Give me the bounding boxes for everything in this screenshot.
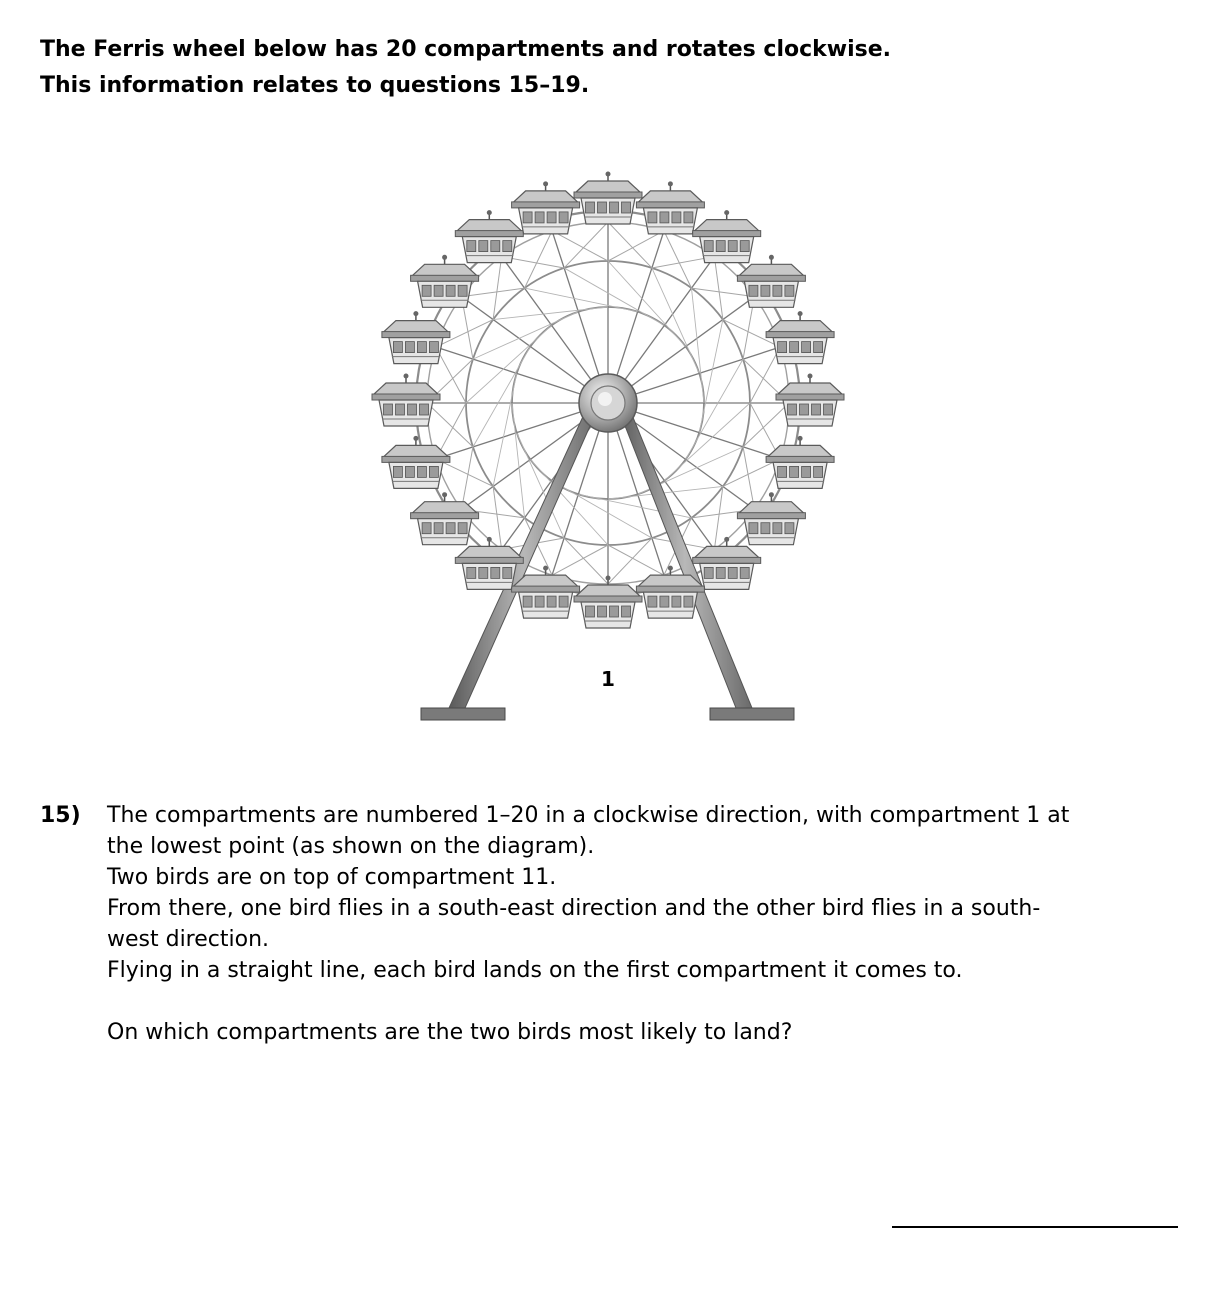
cabin-roof <box>373 383 439 395</box>
compartment <box>636 181 704 234</box>
cabin-pivot <box>798 311 803 316</box>
cabin-pivot <box>769 492 774 497</box>
compartment <box>382 311 450 364</box>
cabin-window <box>479 241 488 252</box>
cabin-window <box>405 342 414 353</box>
cabin-eave <box>766 456 834 462</box>
chord <box>466 325 552 403</box>
cabin-eave <box>382 456 450 462</box>
cabin-window <box>429 342 438 353</box>
cabin-window <box>684 212 693 223</box>
brace <box>743 447 754 510</box>
cabin-window <box>761 523 770 534</box>
left-base <box>421 708 505 720</box>
intro-line-1: The Ferris wheel below has 20 compartments and rotates clockwise. <box>40 37 892 62</box>
cabin-pivot <box>413 311 418 316</box>
cabin-window <box>535 212 544 223</box>
cabin-window <box>778 466 787 477</box>
ferris-wheel-diagram <box>330 160 890 730</box>
cabin-roof <box>383 445 449 457</box>
cabin-pivot <box>668 566 673 571</box>
cabin-eave <box>574 596 642 602</box>
cabin-window <box>446 523 455 534</box>
cabin-window <box>523 596 532 607</box>
cabin-window <box>648 596 657 607</box>
intro-line-2: This information relates to questions 15–19. <box>40 73 590 98</box>
cabin-pivot <box>543 181 548 186</box>
cabin-window <box>491 567 500 578</box>
cabin-window <box>684 596 693 607</box>
cabin-window <box>598 606 607 617</box>
cabin-window <box>660 596 669 607</box>
cabin-pivot <box>413 436 418 441</box>
cabin-window <box>458 285 467 296</box>
cabin-window <box>491 241 500 252</box>
cabin-roof <box>637 191 703 203</box>
cabin-window <box>814 466 823 477</box>
chord <box>664 403 750 481</box>
cabin-window <box>598 202 607 213</box>
cabin-window <box>728 567 737 578</box>
compartment <box>512 181 580 234</box>
cabin-window <box>740 241 749 252</box>
cabin-pivot <box>808 374 813 379</box>
cabin-roof <box>575 585 641 597</box>
cabin-window <box>559 212 568 223</box>
cabin-window <box>479 567 488 578</box>
compartment-1-label: 1 <box>601 667 615 691</box>
cabin-window <box>458 523 467 534</box>
cabin-window <box>672 212 681 223</box>
compartment <box>766 436 834 489</box>
cabin-pivot <box>724 210 729 215</box>
chord <box>608 261 686 347</box>
cabin-pivot <box>487 537 492 542</box>
cabin-window <box>417 466 426 477</box>
cabin-window <box>785 285 794 296</box>
right-base <box>710 708 794 720</box>
cabin-pivot <box>769 255 774 260</box>
compartment <box>372 374 440 427</box>
cabin-window <box>586 202 595 213</box>
cabin-eave <box>693 231 761 237</box>
cabin-window <box>785 523 794 534</box>
compartment <box>455 210 523 263</box>
cabin-window <box>622 202 631 213</box>
chord <box>493 307 608 320</box>
paragraph-gap <box>107 986 1190 1017</box>
compartment <box>411 492 479 545</box>
cabin-roof <box>513 191 579 203</box>
cabin-pivot <box>724 537 729 542</box>
cabin-roof <box>456 546 522 558</box>
cabin-window <box>812 404 821 415</box>
cabin-roof <box>412 502 478 514</box>
cabin-window <box>586 606 595 617</box>
cabin-window <box>790 466 799 477</box>
cabin-pivot <box>442 255 447 260</box>
cabin-window <box>802 466 811 477</box>
question-line-4: From there, one bird flies in a south-east direction and the other bird flies in a south- <box>107 896 1041 921</box>
cabin-eave <box>737 513 805 519</box>
cabin-roof <box>694 546 760 558</box>
cabin-window <box>790 342 799 353</box>
cabin-window <box>802 342 811 353</box>
chord <box>512 403 525 518</box>
cabin-window <box>814 342 823 353</box>
compartment <box>737 492 805 545</box>
compartment <box>693 210 761 263</box>
cabin-window <box>740 567 749 578</box>
cabin-window <box>704 567 713 578</box>
cabin-window <box>778 342 787 353</box>
cabin-pivot <box>404 374 409 379</box>
cabin-window <box>660 212 669 223</box>
cabin-eave <box>766 332 834 338</box>
question-prompt: On which compartments are the two birds most likely to land? <box>107 1020 793 1045</box>
cabin-roof <box>456 220 522 232</box>
cabin-window <box>429 466 438 477</box>
cabin-window <box>622 606 631 617</box>
cabin-pivot <box>543 566 548 571</box>
cabin-window <box>773 285 782 296</box>
cabin-window <box>773 523 782 534</box>
question-number: 15) <box>40 803 81 828</box>
cabin-window <box>417 342 426 353</box>
question-line-3: Two birds are on top of compartment 11. <box>107 865 557 890</box>
question-body <box>107 800 1190 1048</box>
cabin-window <box>547 596 556 607</box>
cabin-roof <box>575 181 641 193</box>
cabin-eave <box>372 394 440 400</box>
cabin-window <box>610 606 619 617</box>
cabin-window <box>393 342 402 353</box>
cabin-window <box>420 404 429 415</box>
question-line-2: the lowest point (as shown on the diagram). <box>107 834 595 859</box>
cabin-pivot <box>442 492 447 497</box>
cabin-window <box>467 241 476 252</box>
cabin-eave <box>693 557 761 563</box>
cabin-window <box>393 466 402 477</box>
cabin-roof <box>777 383 843 395</box>
question-line-6: Flying in a straight line, each bird lands on the first compartment it comes to. <box>107 958 963 983</box>
cabin-eave <box>411 275 479 281</box>
cabin-window <box>467 567 476 578</box>
intro-text <box>40 32 891 104</box>
hub-highlight <box>598 392 612 406</box>
cabin-window <box>761 285 770 296</box>
cabin-window <box>422 523 431 534</box>
cabin-window <box>547 212 556 223</box>
cabin-window <box>408 404 417 415</box>
wheel-hub <box>579 374 637 432</box>
cabin-eave <box>512 586 580 592</box>
cabin-window <box>788 404 797 415</box>
cabin-window <box>434 285 443 296</box>
cabin-window <box>503 567 512 578</box>
cabin-roof <box>767 445 833 457</box>
cabin-window <box>405 466 414 477</box>
cabin-pivot <box>798 436 803 441</box>
brace <box>462 447 473 510</box>
question-line-5: west direction. <box>107 927 270 952</box>
cabin-pivot <box>606 576 611 581</box>
cabin-window <box>716 241 725 252</box>
cabin-window <box>396 404 405 415</box>
cabin-roof <box>738 502 804 514</box>
cabin-window <box>535 596 544 607</box>
cabin-roof <box>412 264 478 276</box>
cabin-window <box>503 241 512 252</box>
cabin-pivot <box>487 210 492 215</box>
cabin-eave <box>411 513 479 519</box>
compartment <box>766 311 834 364</box>
cabin-eave <box>737 275 805 281</box>
chord <box>691 288 704 403</box>
cabin-roof <box>767 321 833 333</box>
cabin-window <box>446 285 455 296</box>
cabin-window <box>749 285 758 296</box>
cabin-window <box>672 596 681 607</box>
cabin-window <box>422 285 431 296</box>
cabin-window <box>704 241 713 252</box>
cabin-window <box>728 241 737 252</box>
cabin-window <box>523 212 532 223</box>
cabin-window <box>610 202 619 213</box>
cabin-pivot <box>668 181 673 186</box>
cabin-window <box>800 404 809 415</box>
question-15 <box>40 800 1190 1048</box>
compartment <box>382 436 450 489</box>
cabin-window <box>749 523 758 534</box>
cabin-window <box>559 596 568 607</box>
cabin-eave <box>636 586 704 592</box>
cabin-eave <box>574 192 642 198</box>
cabin-pivot <box>606 172 611 177</box>
cabin-roof <box>738 264 804 276</box>
cabin-window <box>824 404 833 415</box>
cabin-window <box>716 567 725 578</box>
question-line-1: The compartments are numbered 1–20 in a clockwise direction, with compartment 1 at <box>107 803 1070 828</box>
cabin-roof <box>383 321 449 333</box>
cabin-eave <box>382 332 450 338</box>
cabin-window <box>434 523 443 534</box>
cabin-eave <box>455 557 523 563</box>
cabin-window <box>384 404 393 415</box>
compartment <box>574 576 642 629</box>
cabin-eave <box>512 202 580 208</box>
cabin-window <box>648 212 657 223</box>
cabin-eave <box>636 202 704 208</box>
cabin-eave <box>776 394 844 400</box>
answer-line[interactable] <box>892 1226 1178 1228</box>
cabin-eave <box>455 231 523 237</box>
cabin-roof <box>694 220 760 232</box>
compartment <box>776 374 844 427</box>
compartment <box>574 172 642 225</box>
